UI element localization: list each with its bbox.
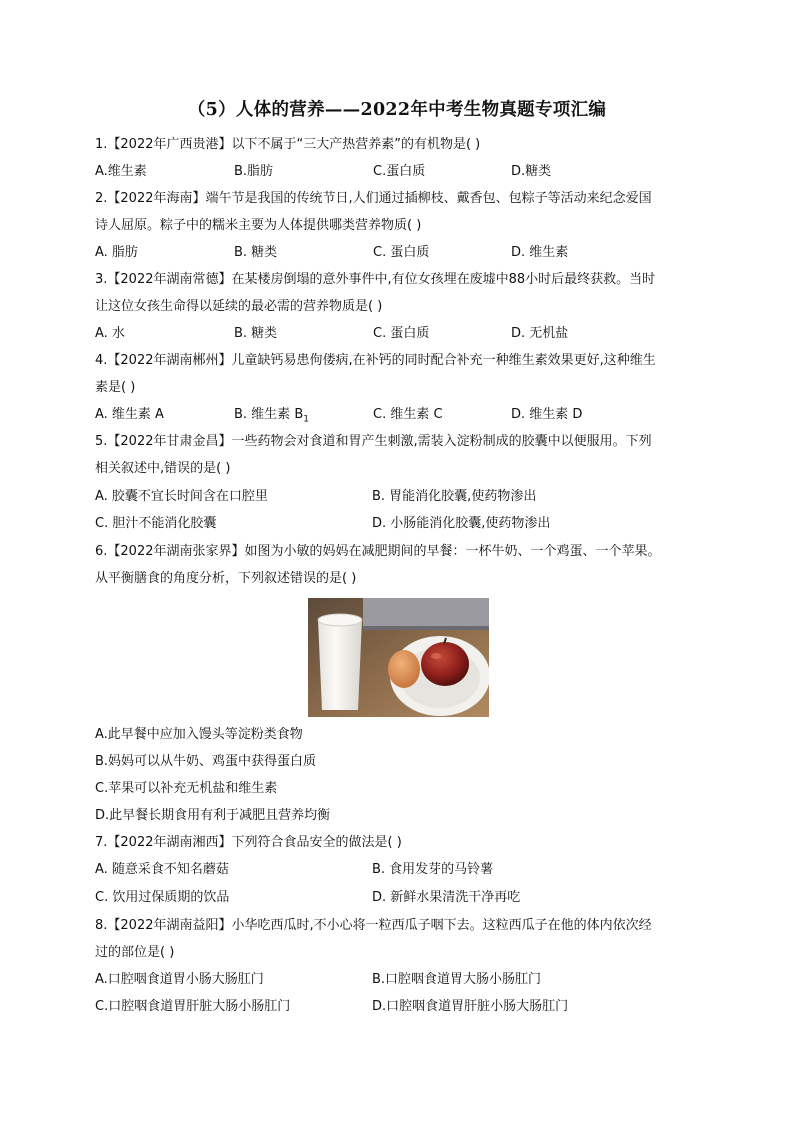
breakfast-photo: [308, 598, 489, 717]
q3-option-d: D. 无机盐: [511, 326, 569, 341]
question-4-stem-line2: 素是( ): [95, 380, 136, 395]
question-2-stem-line1: 2.【2022年海南】端午节是我国的传统节日,人们通过插柳枝、戴香包、包粽子等活动来纪念爱国: [95, 191, 652, 206]
question-2-stem-line2: 诗人屈原。粽子中的糯米主要为人体提供哪类营养物质( ): [95, 218, 422, 233]
q4-option-b-subscript: 1: [303, 414, 309, 425]
q7-option-b: B. 食用发芽的马铃薯: [372, 862, 494, 877]
page-title: （5）人体的营养——2022年中考生物真题专项汇编: [187, 100, 607, 120]
q2-option-c: C. 蛋白质: [373, 245, 430, 260]
q8-option-a: A.口腔咽食道胃小肠大肠肛门: [95, 972, 264, 987]
q7-option-c: C. 饮用过保质期的饮品: [95, 890, 230, 905]
q2-option-d: D. 维生素: [511, 245, 569, 260]
q3-option-b: B. 糖类: [234, 326, 278, 341]
q7-option-a: A. 随意采食不知名蘑菇: [95, 862, 229, 877]
q1-option-d: D.糖类: [511, 164, 552, 179]
q1-option-c: C.蛋白质: [373, 164, 426, 179]
q5-option-a: A. 胶囊不宜长时间含在口腔里: [95, 489, 268, 504]
q4-option-a: A. 维生素 A: [95, 407, 164, 422]
question-8-stem-line1: 8.【2022年湖南益阳】小华吃西瓜时,不小心将一粒西瓜子咽下去。这粒西瓜子在他的体内依次经: [95, 918, 652, 933]
q7-option-d: D. 新鲜水果清洗干净再吃: [372, 890, 521, 905]
q1-option-b: B.脂肪: [234, 164, 274, 179]
q6-option-a: A.此早餐中应加入馒头等淀粉类食物: [95, 727, 303, 742]
q6-option-b: B.妈妈可以从牛奶、鸡蛋中获得蛋白质: [95, 754, 317, 769]
question-3-stem-line2: 让这位女孩生命得以延续的最必需的营养物质是( ): [95, 299, 383, 314]
question-5-stem-line2: 相关叙述中,错误的是( ): [95, 461, 231, 476]
q5-option-b: B. 胃能消化胶囊,使药物渗出: [372, 489, 537, 504]
q4-option-b: [234, 406, 309, 429]
q4-option-d: D. 维生素 D: [511, 407, 583, 422]
question-3-stem-line1: 3.【2022年湖南常德】在某楼房倒塌的意外事件中,有位女孩埋在废墟中88小时后最终获救。当时: [95, 272, 656, 287]
q4-option-b-text: B. 维生素 B: [234, 407, 304, 422]
question-6-stem-line2: 从平衡膳食的角度分析，下列叙述错误的是( ): [95, 571, 357, 586]
q8-option-d: D.口腔咽食道胃肝脏小肠大肠肛门: [372, 999, 569, 1014]
question-8-stem-line2: 过的部位是( ): [95, 945, 175, 960]
q2-option-a: A. 脂肪: [95, 245, 138, 260]
q5-option-c: C. 胆汁不能消化胶囊: [95, 516, 217, 531]
question-6-stem-line1: 6.【2022年湖南张家界】如图为小敏的妈妈在减肥期间的早餐：一杯牛奶、一个鸡蛋、一个苹果。: [95, 544, 661, 559]
q6-option-d: D.此早餐长期食用有利于减肥且营养均衡: [95, 808, 331, 823]
q1-option-a: A.维生素: [95, 164, 147, 179]
question-5-stem-line1: 5.【2022年甘肃金昌】一些药物会对食道和胃产生刺激,需装入淀粉制成的胶囊中以便服用。下列: [95, 434, 652, 449]
q6-option-c: C.苹果可以补充无机盐和维生素: [95, 781, 278, 796]
q3-option-a: A. 水: [95, 326, 125, 341]
q3-option-c: C. 蛋白质: [373, 326, 430, 341]
q8-option-c: C.口腔咽食道胃肝脏大肠小肠肛门: [95, 999, 291, 1014]
question-1-stem: 1.【2022年广西贵港】以下不属于“三大产热营养素”的有机物是( ): [95, 137, 481, 152]
q4-option-c: C. 维生素 C: [373, 407, 443, 422]
q8-option-b: B.口腔咽食道胃大肠小肠肛门: [372, 972, 542, 987]
question-7-stem: 7.【2022年湖南湘西】下列符合食品安全的做法是( ): [95, 835, 402, 850]
question-4-stem-line1: 4.【2022年湖南郴州】儿童缺钙易患佝偻病,在补钙的同时配合补充一种维生素效果更好,这种维生: [95, 353, 656, 368]
q2-option-b: B. 糖类: [234, 245, 278, 260]
q5-option-d: D. 小肠能消化胶囊,使药物渗出: [372, 516, 551, 531]
